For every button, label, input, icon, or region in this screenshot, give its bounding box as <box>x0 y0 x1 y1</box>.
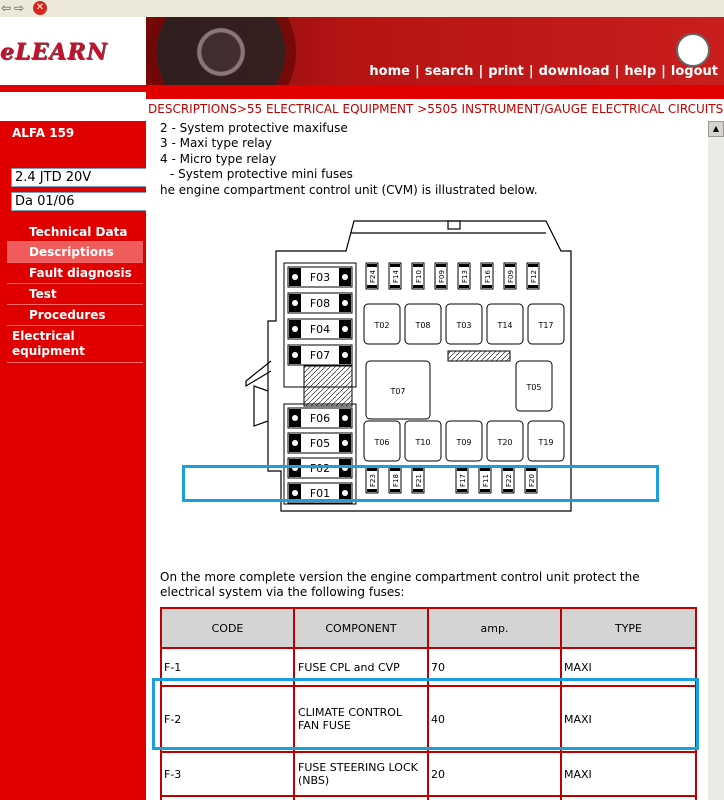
mini-fuse-label: F13 <box>461 270 469 283</box>
paragraph-line: electrical system via the following fuses: <box>160 585 405 599</box>
column-header-component: COMPONENT <box>294 608 428 648</box>
table-header-row <box>161 608 696 648</box>
mini-fuse-f14 <box>389 263 401 289</box>
mini-fuse-label: F11 <box>482 474 490 487</box>
cell-amp: 70 <box>428 648 561 686</box>
cell-amp: 40 <box>428 686 561 752</box>
relay-t14 <box>487 304 523 344</box>
cell-type: MAXI <box>561 752 696 796</box>
highlight-box-f02 <box>182 465 659 502</box>
breadcrumb <box>146 99 724 121</box>
column-header-type: TYPE <box>561 608 696 648</box>
nav-help-link[interactable]: help <box>624 64 657 79</box>
relay-label: T10 <box>415 438 431 447</box>
mini-fuse-label: F22 <box>505 474 513 487</box>
forward-arrow-icon[interactable]: ⇨ <box>14 1 25 15</box>
paragraph-line: On the more complete version the engine compartment control unit protect the <box>160 570 640 584</box>
vertical-scrollbar[interactable] <box>708 121 724 800</box>
relay-label: T07 <box>390 387 406 396</box>
mini-fuse-f24 <box>366 263 378 289</box>
relay-label: T09 <box>456 438 472 447</box>
sidebar-item-procedures[interactable]: Procedures <box>7 305 143 326</box>
breadcrumb-text[interactable]: DESCRIPTIONS>55 ELECTRICAL EQUIPMENT >5505 INSTRUMENT/GAUGE ELECTRICAL CIRCUITS <box>148 102 724 116</box>
fuse-label: F07 <box>309 349 331 362</box>
cell-type: MAXI <box>561 648 696 686</box>
relay-label: T17 <box>538 321 554 330</box>
sidebar-item-technical-data[interactable]: Technical Data <box>7 222 143 242</box>
elearn-logo: eLEARN <box>0 39 108 65</box>
nav-search-link[interactable]: search <box>424 64 474 79</box>
scroll-up-arrow-icon[interactable]: ▲ <box>708 121 724 137</box>
mini-fuse-label: F16 <box>484 270 492 283</box>
fuse-f03 <box>288 267 352 287</box>
fuse-label: F04 <box>309 323 331 336</box>
engine-select-value: 2.4 JTD 20V <box>15 170 92 185</box>
cell-amp: 20 <box>428 752 561 796</box>
mini-fuse-label: F09 <box>438 270 446 283</box>
fuse-f04 <box>288 319 352 339</box>
relay-label: T06 <box>374 438 390 447</box>
sidebar-item-electrical-equipment[interactable]: Electrical equipment <box>7 327 143 363</box>
sidebar-item-fault-diagnosis[interactable]: Fault diagnosis <box>7 263 143 284</box>
fuse-f07 <box>288 345 352 365</box>
close-icon[interactable]: ✕ <box>33 1 47 15</box>
fuse-label: F05 <box>309 437 331 450</box>
relay-t07 <box>366 361 430 419</box>
relay-t10 <box>405 421 441 461</box>
sidebar <box>0 121 146 800</box>
logo-area <box>0 17 146 86</box>
mini-fuse-f12 <box>527 263 539 289</box>
mini-fuse-label: F12 <box>530 270 538 283</box>
date-select-value: Da 01/06 <box>15 194 75 209</box>
list-item: - System protective mini fuses <box>170 167 353 181</box>
relay-label: T02 <box>374 321 390 330</box>
mini-fuse-label: F14 <box>392 270 400 283</box>
mini-fuse-f09 <box>435 263 447 289</box>
fuse-label: F06 <box>309 412 331 425</box>
gauge-graphic <box>146 17 296 85</box>
relay-t02 <box>364 304 400 344</box>
mini-fuse-f09 <box>504 263 516 289</box>
relay-t03 <box>446 304 482 344</box>
mini-fuse-f10 <box>412 263 424 289</box>
mini-fuse-label: F20 <box>528 474 536 487</box>
back-arrow-icon[interactable]: ⇦ <box>1 1 12 15</box>
mini-fuse-label: F21 <box>415 474 423 487</box>
fuse-f06 <box>288 408 352 428</box>
nav-home-link[interactable]: home <box>369 64 410 79</box>
date-select[interactable] <box>11 192 167 211</box>
car-model-label: ALFA 159 <box>12 126 75 140</box>
relay-t09 <box>446 421 482 461</box>
list-item: 4 - Micro type relay <box>160 152 277 166</box>
highlight-box-f2-row <box>152 678 699 750</box>
column-header-amp: amp. <box>428 608 561 648</box>
mini-fuse-f13 <box>458 263 470 289</box>
mini-fuse-label: F24 <box>369 270 377 283</box>
sidebar-cap <box>0 92 146 121</box>
list-item: 2 - System protective maxifuse <box>160 121 348 135</box>
relay-label: T14 <box>497 321 513 330</box>
cell-component: FUSE STEERING LOCK (NBS) <box>294 752 428 796</box>
column-header-code: CODE <box>161 608 294 648</box>
intro-text: he engine compartment control unit (CVM) is illustrated below. <box>160 183 538 197</box>
sidebar-item-test[interactable]: Test <box>7 284 143 305</box>
list-item: 3 - Maxi type relay <box>160 136 273 150</box>
cell-component: FUSE CPL and CVP <box>294 648 428 686</box>
cell-code: F-1 <box>161 648 294 686</box>
mini-fuse-label: F23 <box>369 474 377 487</box>
fuse-label: F01 <box>309 487 331 500</box>
cell-code: F-2 <box>161 686 294 752</box>
relay-t17 <box>528 304 564 344</box>
header-banner <box>146 17 724 85</box>
top-navigation: home | search | print | download | help | logout <box>369 64 718 79</box>
relay-label: T08 <box>415 321 431 330</box>
relay-label: T05 <box>526 383 542 392</box>
relay-t20 <box>487 421 523 461</box>
cell-type: MAXI <box>561 686 696 752</box>
cell-code: F-3 <box>161 752 294 796</box>
mini-fuse-label: F10 <box>415 270 423 283</box>
engine-select[interactable] <box>11 168 167 187</box>
nav-print-link[interactable]: print <box>488 64 524 79</box>
relay-t06 <box>364 421 400 461</box>
nav-download-link[interactable]: download <box>538 64 610 79</box>
relay-t19 <box>528 421 564 461</box>
sidebar-item-descriptions[interactable]: Descriptions <box>7 242 143 263</box>
relay-label: T20 <box>497 438 513 447</box>
relay-t05 <box>516 361 552 411</box>
nav-logout-link[interactable]: logout <box>670 64 718 79</box>
mini-fuse-label: F17 <box>459 474 467 487</box>
fuse-label: F08 <box>309 297 331 310</box>
fuse-label: F03 <box>309 271 331 284</box>
relay-label: T03 <box>456 321 472 330</box>
fuse-f05 <box>288 433 352 453</box>
cell-component: CLIMATE CONTROL FAN FUSE <box>294 686 428 752</box>
fuse-f08 <box>288 293 352 313</box>
relay-t08 <box>405 304 441 344</box>
relay-label: T19 <box>538 438 554 447</box>
mini-fuse-label: F09 <box>507 270 515 283</box>
table-row <box>161 796 696 800</box>
alfa-romeo-badge-icon <box>676 33 710 67</box>
table-row <box>161 752 696 796</box>
mini-fuse-f16 <box>481 263 493 289</box>
browser-toolbar <box>0 0 724 18</box>
mini-fuse-label: F18 <box>392 474 400 487</box>
fuse-label: F02 <box>309 462 331 475</box>
